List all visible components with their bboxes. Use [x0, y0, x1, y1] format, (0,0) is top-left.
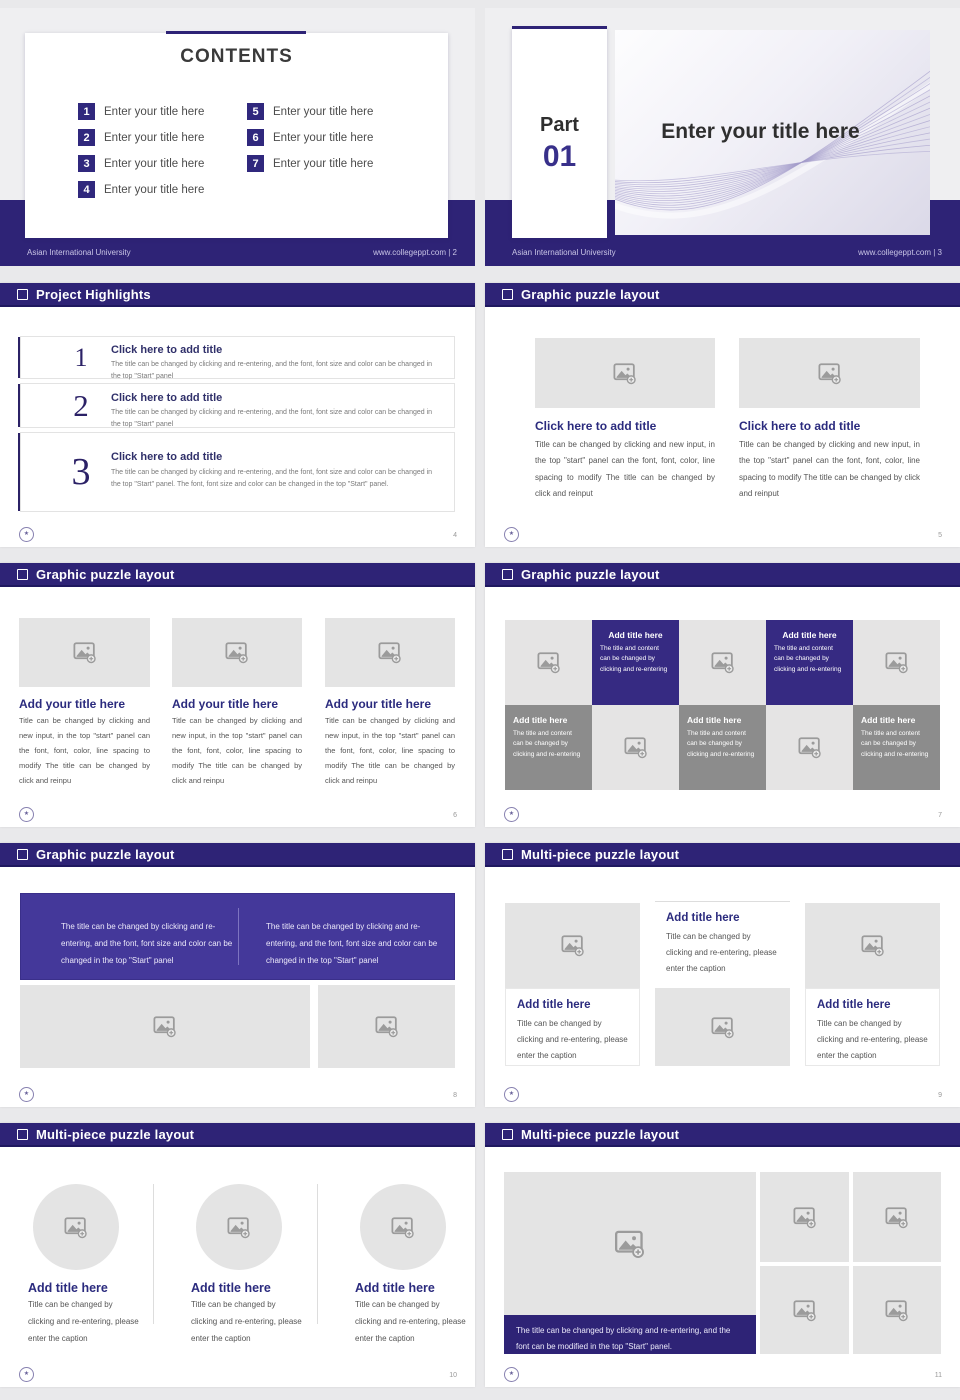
highlight-number: 2 — [73, 387, 89, 423]
column-title: Add your title here — [325, 697, 432, 711]
slide-title-bar — [0, 283, 475, 307]
contents-item[interactable] — [78, 103, 204, 120]
card-body: Title can be changed by clicking and re-entering, please enter the caption — [666, 932, 777, 973]
banner-text: The title can be changed by clicking and re-entering, and the font, font size and color can be changed in the top "Start" panel — [266, 922, 438, 965]
tile-body: The title and content can be changed by clicking and re-entering — [513, 730, 581, 758]
card-title: Add title here — [355, 1281, 435, 1295]
image-add-icon — [72, 641, 98, 664]
contents-title: CONTENTS — [180, 46, 293, 67]
slide-preview-project-highlights[interactable] — [0, 283, 475, 547]
contents-item[interactable] — [78, 129, 204, 146]
university-seal-logo: ★ — [504, 1087, 519, 1102]
column-title: Click here to add title — [535, 419, 657, 433]
tile-body: The title and content can be changed by clicking and re-entering — [861, 730, 929, 758]
image-add-icon — [884, 651, 910, 674]
card-body: Title can be changed by clicking and re-entering, please enter the caption — [817, 1019, 928, 1060]
highlight-body: The title can be changed by clicking and re-entering, and the font, font size and color can be changed in the top "Start" panel — [111, 361, 433, 380]
footer-page: 2 — [452, 248, 457, 257]
slide-title: Multi-piece puzzle layout — [521, 1126, 680, 1142]
image-caption-bar: The title can be changed by clicking and re-entering, and the font can be modified in the top "Start" panel. — [504, 1315, 756, 1354]
highlight-row — [20, 432, 455, 512]
university-seal-logo: ★ — [19, 1087, 34, 1102]
highlight-title: Click here to add title — [111, 451, 223, 463]
contents-item[interactable] — [247, 129, 373, 146]
image-add-icon — [792, 1206, 818, 1229]
image-placeholder[interactable] — [19, 618, 150, 687]
image-placeholder[interactable] — [505, 903, 640, 988]
caption-card — [505, 988, 640, 1066]
part-number-card — [512, 28, 607, 238]
image-placeholder[interactable] — [739, 338, 920, 408]
slide-title-bar — [0, 563, 475, 587]
image-add-icon — [63, 1216, 89, 1239]
item-number-badge: 7 — [247, 155, 264, 172]
highlight-row — [20, 383, 455, 428]
footer-page: 3 — [937, 248, 942, 257]
grid-text-tile — [766, 620, 853, 705]
column-body: Title can be changed by clicking and new input, in the top "start" panel can the font, font, color, line spacing to modify The title can be changed by click and reinput — [739, 440, 920, 499]
tile-body: The title and content can be changed by clicking and re-entering — [600, 645, 668, 673]
slide-title: Multi-piece puzzle layout — [521, 846, 680, 862]
slide-title: Multi-piece puzzle layout — [36, 1126, 195, 1142]
text-banner — [20, 893, 455, 980]
column-title: Click here to add title — [739, 419, 861, 433]
image-add-icon — [884, 1299, 910, 1322]
page-number: 7 — [938, 812, 942, 819]
image-add-icon — [792, 1299, 818, 1322]
item-label: Enter your title here — [273, 105, 374, 118]
image-placeholder[interactable] — [20, 985, 310, 1068]
column-body: Title can be changed by clicking and new input, in the top "start" panel can the font, font, color, line spacing to modify The title can be changed by click and reinpu — [172, 716, 302, 785]
accent-line — [512, 26, 607, 29]
card-title: Add title here — [28, 1281, 108, 1295]
item-number-badge: 4 — [78, 181, 95, 198]
image-placeholder[interactable] — [760, 1172, 849, 1262]
page-number: 11 — [934, 1372, 942, 1379]
column-body: Title can be changed by clicking and new input, in the top "start" panel can the font, font, color, line spacing to modify The title can be changed by click and reinput — [535, 440, 715, 499]
tile-title: Add title here — [513, 715, 568, 725]
image-add-icon — [536, 651, 562, 674]
university-seal-logo: ★ — [19, 527, 34, 542]
column-title: Add your title here — [19, 697, 126, 711]
image-placeholder[interactable] — [172, 618, 302, 687]
card-body: Title can be changed by clicking and re-entering, please enter the caption — [191, 1300, 302, 1343]
image-add-icon — [817, 362, 843, 385]
image-add-icon — [623, 736, 649, 759]
image-add-icon — [797, 736, 823, 759]
square-bullet-icon — [17, 289, 28, 300]
slide-title-bar — [485, 563, 960, 587]
section-title: Enter your title here — [661, 120, 860, 143]
contents-item[interactable] — [247, 103, 373, 120]
square-bullet-icon — [502, 569, 513, 580]
tile-body: The title and content can be changed by clicking and re-entering — [774, 645, 842, 673]
university-seal-logo: ★ — [504, 527, 519, 542]
item-number-badge: 6 — [247, 129, 264, 146]
slide-title: Project Highlights — [36, 286, 151, 302]
tile-title: Add title here — [861, 715, 916, 725]
grid-text-tile — [592, 620, 679, 705]
image-placeholder-circle[interactable] — [196, 1184, 282, 1270]
image-placeholder-circle[interactable] — [360, 1184, 446, 1270]
image-add-icon — [226, 1216, 252, 1239]
page-number: 9 — [938, 1092, 942, 1099]
accent-line — [166, 31, 306, 34]
university-seal-logo: ★ — [504, 1367, 519, 1382]
slide-title: Graphic puzzle layout — [36, 566, 175, 582]
image-placeholder[interactable] — [318, 985, 455, 1068]
tile-body: The title and content can be changed by clicking and re-entering — [687, 730, 755, 758]
image-placeholder[interactable] — [592, 705, 679, 790]
footer-divider: | — [933, 248, 936, 257]
slide-title-bar — [0, 1123, 475, 1147]
caption-card — [805, 988, 940, 1066]
footer-site-page — [858, 248, 942, 257]
item-label: Enter your title here — [273, 131, 374, 144]
slide-title: Graphic puzzle layout — [521, 566, 660, 582]
column-body: Title can be changed by clicking and new input, in the top "start" panel can the font, font, color, line spacing to modify The title can be changed by click and reinpu — [325, 716, 455, 785]
slide-preview-graphic-puzzle-banner[interactable] — [0, 843, 475, 1107]
item-number-badge: 1 — [78, 103, 95, 120]
accent-line — [18, 337, 20, 378]
image-add-icon — [884, 1206, 910, 1229]
card-body: Title can be changed by clicking and re-entering, please enter the caption — [355, 1300, 466, 1343]
image-placeholder[interactable] — [853, 620, 940, 705]
caption-card — [655, 901, 790, 988]
card-body: Title can be changed by clicking and re-entering, please enter the caption — [517, 1019, 628, 1060]
part-label: Part — [540, 114, 579, 136]
item-number-badge: 3 — [78, 155, 95, 172]
highlight-row — [20, 336, 455, 379]
tile-title: Add title here — [782, 630, 837, 640]
tile-title: Add title here — [687, 715, 742, 725]
slide-title-bar — [485, 283, 960, 307]
grid-text-tile — [853, 705, 940, 790]
contents-item[interactable] — [78, 181, 204, 198]
footer-university: Asian International University — [512, 248, 616, 257]
page-number: 10 — [449, 1372, 457, 1379]
column-body: Title can be changed by clicking and new input, in the top "start" panel can the font, font, color, line spacing to modify The title can be changed by click and reinpu — [19, 716, 150, 785]
image-placeholder[interactable] — [325, 618, 455, 687]
card-title: Add title here — [517, 999, 591, 1011]
item-number-badge: 5 — [247, 103, 264, 120]
square-bullet-icon — [502, 849, 513, 860]
slide-preview-multi-piece-circles[interactable] — [0, 1123, 475, 1387]
image-placeholder[interactable] — [655, 988, 790, 1066]
item-label: Enter your title here — [104, 183, 205, 196]
card-body: Title can be changed by clicking and re-entering, please enter the caption — [28, 1300, 139, 1343]
square-bullet-icon — [17, 1129, 28, 1140]
slide-preview-multi-piece-big-image[interactable] — [485, 1123, 960, 1387]
image-add-icon — [390, 1216, 416, 1239]
column-title: Add your title here — [172, 697, 279, 711]
image-placeholder[interactable] — [760, 1266, 849, 1354]
contents-item[interactable] — [247, 155, 373, 172]
image-placeholder-circle[interactable] — [33, 1184, 119, 1270]
highlight-title: Click here to add title — [111, 392, 223, 404]
image-placeholder[interactable] — [679, 620, 766, 705]
footer-university: Asian International University — [27, 248, 131, 257]
tile-title: Add title here — [608, 630, 663, 640]
accent-line — [18, 384, 20, 427]
slide-title-bar — [485, 843, 960, 867]
grid-text-tile — [505, 705, 592, 790]
card-title: Add title here — [817, 999, 891, 1011]
slide-title-bar — [0, 843, 475, 867]
banner-divider — [238, 908, 239, 965]
item-label: Enter your title here — [104, 105, 205, 118]
image-placeholder[interactable] — [504, 1172, 756, 1315]
item-label: Enter your title here — [104, 157, 205, 170]
image-add-icon — [612, 362, 638, 385]
section-title-panel — [615, 30, 930, 235]
image-placeholder[interactable] — [805, 903, 940, 988]
page-number: 5 — [938, 532, 942, 539]
item-label: Enter your title here — [273, 157, 374, 170]
page-number: 8 — [453, 1092, 457, 1099]
footer-divider: | — [448, 248, 451, 257]
image-placeholder[interactable] — [505, 620, 592, 705]
image-add-icon — [152, 1015, 178, 1038]
highlight-title: Click here to add title — [111, 344, 223, 356]
square-bullet-icon — [502, 289, 513, 300]
university-seal-logo: ★ — [19, 1367, 34, 1382]
page-number: 4 — [453, 532, 457, 539]
highlight-body: The title can be changed by clicking and re-entering, and the font, font size and color can be changed in the top "Start" panel. The font, font size and color can be changed in the top "Start" panel. — [111, 469, 433, 488]
image-add-icon — [560, 934, 586, 957]
highlight-number: 3 — [71, 451, 91, 493]
image-add-icon — [860, 934, 886, 957]
footer-site-page — [373, 248, 457, 257]
university-seal-logo: ★ — [504, 807, 519, 822]
item-label: Enter your title here — [104, 131, 205, 144]
part-number: 01 — [542, 140, 577, 173]
square-bullet-icon — [17, 569, 28, 580]
slide-preview-contents[interactable] — [0, 8, 475, 266]
slide-preview-graphic-puzzle-grid[interactable] — [485, 563, 960, 827]
slide-preview-multi-piece-cards[interactable] — [485, 843, 960, 1107]
banner-text: The title can be changed by clicking and re-entering, and the font, font size and color can be changed in the top "Start" panel — [61, 922, 233, 965]
slide-title-bar — [485, 1123, 960, 1147]
contents-item[interactable] — [78, 155, 204, 172]
footer-site: www.collegeppt.com — [858, 248, 931, 257]
grid-text-tile — [679, 705, 766, 790]
item-number-badge: 2 — [78, 129, 95, 146]
accent-line — [18, 433, 20, 511]
image-placeholder[interactable] — [853, 1266, 941, 1354]
slide-preview-part-divider[interactable] — [485, 8, 960, 266]
square-bullet-icon — [17, 849, 28, 860]
image-add-icon — [224, 641, 250, 664]
image-add-icon — [613, 1229, 647, 1259]
image-add-icon — [377, 641, 403, 664]
slide-preview-graphic-puzzle-3col[interactable] — [0, 563, 475, 827]
column-divider — [153, 1184, 154, 1324]
university-seal-logo: ★ — [19, 807, 34, 822]
image-add-icon — [374, 1015, 400, 1038]
image-add-icon — [710, 651, 736, 674]
image-placeholder[interactable] — [766, 705, 853, 790]
square-bullet-icon — [502, 1129, 513, 1140]
slide-title: Graphic puzzle layout — [521, 286, 660, 302]
footer-site: www.collegeppt.com — [373, 248, 446, 257]
slide-title: Graphic puzzle layout — [36, 846, 175, 862]
slide-preview-graphic-puzzle-2col[interactable] — [485, 283, 960, 547]
page-number: 6 — [453, 812, 457, 819]
image-placeholder[interactable] — [853, 1172, 941, 1262]
highlight-number: 1 — [74, 342, 88, 372]
card-title: Add title here — [191, 1281, 271, 1295]
highlight-body: The title can be changed by clicking and re-entering, and the font, font size and color can be changed in the top "Start" panel — [111, 409, 433, 428]
image-placeholder[interactable] — [535, 338, 715, 408]
contents-card — [25, 33, 448, 238]
card-title: Add title here — [666, 912, 740, 924]
column-divider — [317, 1184, 318, 1324]
image-add-icon — [710, 1016, 736, 1039]
